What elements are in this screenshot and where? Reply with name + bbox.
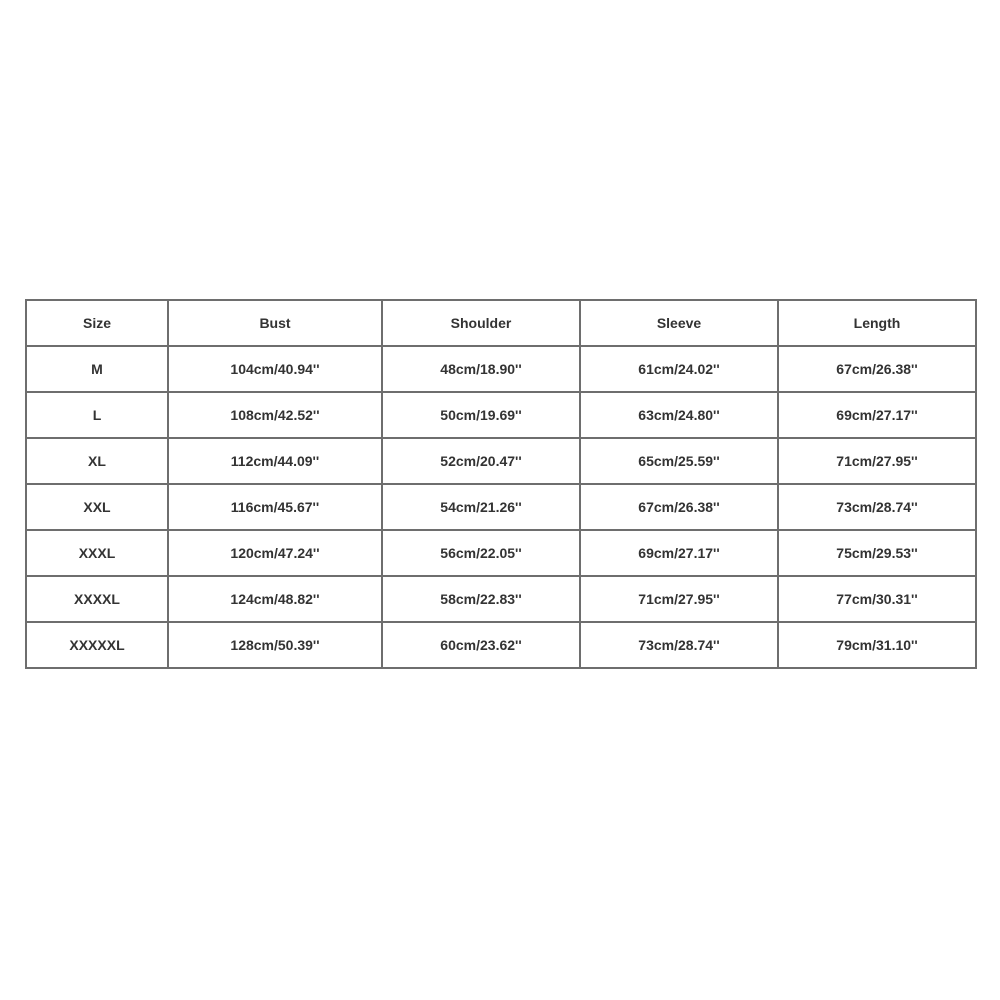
cell-bust: 104cm/40.94'': [168, 346, 382, 392]
table-row: [26, 392, 976, 438]
cell-sleeve: 65cm/25.59'': [580, 438, 778, 484]
cell-length: 77cm/30.31'': [778, 576, 976, 622]
table-row: [26, 576, 976, 622]
cell-sleeve: 69cm/27.17'': [580, 530, 778, 576]
cell-sleeve: 63cm/24.80'': [580, 392, 778, 438]
cell-bust: 116cm/45.67'': [168, 484, 382, 530]
table-row: [26, 438, 976, 484]
cell-shoulder: 58cm/22.83'': [382, 576, 580, 622]
cell-bust: 108cm/42.52'': [168, 392, 382, 438]
cell-sleeve: 67cm/26.38'': [580, 484, 778, 530]
cell-shoulder: 60cm/23.62'': [382, 622, 580, 668]
cell-size: L: [26, 392, 168, 438]
table-body: [26, 346, 976, 668]
cell-bust: 124cm/48.82'': [168, 576, 382, 622]
table-row: [26, 622, 976, 668]
header-shoulder: Shoulder: [382, 300, 580, 346]
header-length: Length: [778, 300, 976, 346]
cell-shoulder: 56cm/22.05'': [382, 530, 580, 576]
table-header: [26, 300, 976, 346]
cell-bust: 112cm/44.09'': [168, 438, 382, 484]
cell-bust: 120cm/47.24'': [168, 530, 382, 576]
cell-size: XXXXL: [26, 576, 168, 622]
cell-size: XXXL: [26, 530, 168, 576]
cell-shoulder: 50cm/19.69'': [382, 392, 580, 438]
table-row: [26, 530, 976, 576]
header-bust: Bust: [168, 300, 382, 346]
cell-sleeve: 73cm/28.74'': [580, 622, 778, 668]
header-size: Size: [26, 300, 168, 346]
cell-size: XXL: [26, 484, 168, 530]
cell-size: M: [26, 346, 168, 392]
cell-sleeve: 61cm/24.02'': [580, 346, 778, 392]
cell-size: XXXXXL: [26, 622, 168, 668]
header-sleeve: Sleeve: [580, 300, 778, 346]
table-row: [26, 484, 976, 530]
cell-bust: 128cm/50.39'': [168, 622, 382, 668]
size-chart-table: [25, 299, 977, 669]
cell-length: 67cm/26.38'': [778, 346, 976, 392]
cell-shoulder: 54cm/21.26'': [382, 484, 580, 530]
cell-shoulder: 48cm/18.90'': [382, 346, 580, 392]
cell-shoulder: 52cm/20.47'': [382, 438, 580, 484]
cell-length: 69cm/27.17'': [778, 392, 976, 438]
cell-length: 73cm/28.74'': [778, 484, 976, 530]
table-row: [26, 346, 976, 392]
cell-length: 75cm/29.53'': [778, 530, 976, 576]
cell-length: 71cm/27.95'': [778, 438, 976, 484]
cell-sleeve: 71cm/27.95'': [580, 576, 778, 622]
cell-size: XL: [26, 438, 168, 484]
cell-length: 79cm/31.10'': [778, 622, 976, 668]
header-row: [26, 300, 976, 346]
